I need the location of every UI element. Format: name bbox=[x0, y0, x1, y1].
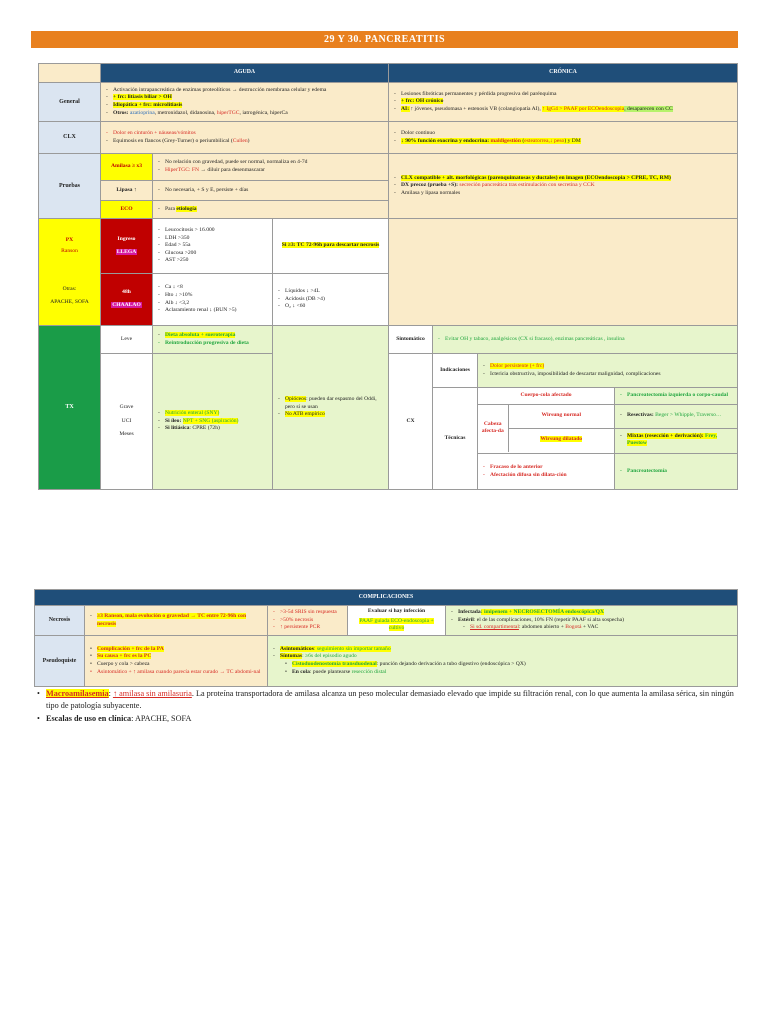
row-label-clx: CLX bbox=[39, 122, 101, 154]
row-label-pruebas: Pruebas bbox=[39, 154, 101, 219]
necrosis-b: - >3-5d SRIS sin respuesta - >50% necrosis - ↑ persistente PCR bbox=[268, 606, 348, 636]
clx-aguda: - Dolor en cinturón + náuseas/vómitos - Equimosis en flancos (Grey-Turner) o periumbilical (Cullen) bbox=[101, 122, 389, 154]
amilasa-text: - No relación con gravedad, puede ser normal, normaliza en 4-7d - HiperTGC: FN → diluir para desenmascarar bbox=[153, 154, 389, 181]
tx-leve-text: - Dieta absoluta + sueroterapia - Reintroducción progresiva de dieta bbox=[153, 326, 273, 354]
row-label-pseudoquiste: Pseudoquiste bbox=[35, 636, 85, 687]
tx-cx-label: CX bbox=[389, 354, 433, 490]
pancreatectomia-izq: - Pancreatectomía izquierda o corpo-caudal bbox=[615, 388, 737, 404]
page-title: 29 Y 30. PANCREATITIS bbox=[31, 31, 738, 48]
px-cronica-empty bbox=[389, 219, 738, 326]
lipasa-label: Lipasa ↑ bbox=[101, 181, 153, 201]
px-si3-text: Si ≥3: TC 72-96h para descartar necrosis bbox=[273, 219, 389, 274]
header-complicaciones: COMPLICACIONES bbox=[35, 590, 738, 606]
tx-sintomatico-text: - Evitar OH y tabaco, analgésicos (CX si fracaso), enzimas pancreáticas , insulina bbox=[433, 326, 738, 354]
tx-tecnicas-label: Técnicas bbox=[433, 388, 478, 490]
tx-leve-label: Leve bbox=[101, 326, 153, 354]
px-48h-list-a: - Ca ↓ <8 - Hto ↓ >10% - Alb ↓ <3,2 - Aclaramiento renal ↓ (BUN >5) bbox=[153, 274, 273, 326]
clx-cronica: - Dolor continuo - ↓ 90% función exocrina y endocrina: maldigestión (esteatorrea,↓ peso) y DM bbox=[389, 122, 738, 154]
amilasa-label: Amilasa ≥ x3 bbox=[101, 154, 153, 181]
necrosis-tratamiento: - Infectada: imipenem + NECROSECTOMÍA endoscópica/QX - Estéril: el de las complicaciones, 10% FN (repetir PAAF si alta sospecha) - Si sd. compartimental: abdomen abierto + Bogotá + VAC bbox=[446, 606, 738, 636]
row-label-tx: TX bbox=[39, 326, 101, 490]
corner-cell bbox=[39, 64, 101, 83]
tx-tecnicas-right bbox=[615, 388, 738, 454]
pruebas-cronica: - CLX compatible + alt. morfológicas (parenquimatosas y ductales) en imagen (ECOendoscopia > CPRE, TC, RM) - DX precoz (prueba +S): secreción pancreática tras estimulación con secretina y CCK - Amilasa y lipasa normales bbox=[389, 154, 738, 219]
notes-list bbox=[34, 688, 746, 726]
tx-sintomatico-label: Sintomático bbox=[389, 326, 433, 354]
cuerpo-cola-label: Cuerpo-cola afectado bbox=[478, 388, 614, 404]
tx-fracaso-text: - Fracaso de lo anterior - Afectación difusa sin dilata-ción bbox=[478, 454, 615, 490]
necrosis-evaluar: Evaluar si hay infección PAAF guiada ECO-endoscopia + cultivo bbox=[348, 606, 446, 636]
general-cronica: - Lesiones fibróticas permanentes y pérdida progresiva del parénquima - + frc: OH crónico - AI: ↑ jóvenes, pseudomasa + estenosis VB (colangiopatía AI), ↑ IgG4 > PAAF por ECOendoscopia, desaparecen con CC bbox=[389, 83, 738, 122]
mixtas-text: - Mixtas (resección + derivación): Frey, Puestow bbox=[615, 428, 737, 452]
general-aguda: - Activación intrapancreática de enzimas proteolíticos → destrucción membrana celular y edema - + frc: litiasis biliar > OH - Idiopática + frc: microlitiasis - Otros: azatioprina, metronidazol, didanosina, hiperTGC, iatrogénica, hiperCa bbox=[101, 83, 389, 122]
header-aguda: AGUDA bbox=[101, 64, 389, 83]
px-48h-label: 48h CHAALAO bbox=[101, 274, 153, 326]
px-ingreso-label: Ingreso LLEGA bbox=[101, 219, 153, 274]
necrosis-a: - ≥3 Ranson, mala evolución o gravedad → TC entre 72-96h con necrosis bbox=[85, 606, 268, 636]
note-macroamilasemia: • Macroamilasemia: ↑ amilasa sin amilasuria. La proteína transportadora de amilasa alcanza un peso molecular demasiado elevado que impide su filtración renal, con lo que aumenta la amilasa sérica, sin ningún tipo de patología subyacente. bbox=[34, 688, 746, 712]
cabeza-label: Cabeza afecta-da bbox=[478, 404, 508, 452]
pancreatitis-table bbox=[38, 63, 738, 490]
note-escalas: • Escalas de uso en clínica: APACHE, SOFA bbox=[34, 713, 746, 725]
resectivas-text: - Resectivas: Beger > Whipple, Traverso… bbox=[615, 404, 737, 428]
header-cronica: CRÓNICA bbox=[389, 64, 738, 83]
row-label-necrosis: Necrosis bbox=[35, 606, 85, 636]
pseudoquiste-b: - Asintomáticos: seguimiento sin importar tamaño - Síntomas: ≥6s del episodio agudo • Cistoduodenostomía transduodenal: punción dejando derivación a tubo digestivo (endoscópica > QX) • En cola: puede plantearse resección distal bbox=[268, 636, 738, 687]
px-ingreso-list: - Leucocitosis > 16.000 - LDH >350 - Edad > 55a - Glucosa >200 - AST >250 bbox=[153, 219, 273, 274]
eco-text: - Para etiología bbox=[153, 201, 389, 219]
complicaciones-table bbox=[34, 589, 738, 687]
row-label-px: PX Ranson Otras: APACHE, SOFA bbox=[39, 219, 101, 326]
tx-tecnicas-left bbox=[478, 388, 615, 454]
tx-shared-text: - Opióceos: pueden dar espasmo del Oddi, pero sí se usan - No ATB empírico bbox=[273, 326, 389, 490]
pseudoquiste-a: • Complicación + frc de la PA • Su causa + frc es la PC • Cuerpo y cola > cabeza • Asintomático + ↑ amilasa cuando parecía estar curado → TC abdomi-nal bbox=[85, 636, 268, 687]
lipasa-text: - No necesaria, + S y E, persiste + días bbox=[153, 181, 389, 201]
tx-indicaciones-label: Indicaciones bbox=[433, 354, 478, 388]
row-label-general: General bbox=[39, 83, 101, 122]
px-48h-list-b: - Líquidos ↓ >4L - Acidosis (DB >4) - O₂ ↓ <60 bbox=[273, 274, 389, 326]
tx-indicaciones-text: - Dolor persistente (+ frc) - Ictericia obstructiva, imposibilidad de descartar malignidad, complicaciones bbox=[478, 354, 738, 388]
tx-grave-text: - Nutrición enteral (SNY) - Si íleo: NPT + SNG (aspiración) - Si litiásica: CPRE (72h) bbox=[153, 354, 273, 490]
wirsung-normal-label: Wirsung normal bbox=[508, 404, 614, 428]
wirsung-dilatado-label: Wirsung dilatado bbox=[540, 436, 583, 443]
tx-grave-label: Grave UCI Meses bbox=[101, 354, 153, 490]
tx-pancreatectomia: - Pancreatectomía bbox=[615, 454, 738, 490]
eco-label: ECO bbox=[101, 201, 153, 219]
